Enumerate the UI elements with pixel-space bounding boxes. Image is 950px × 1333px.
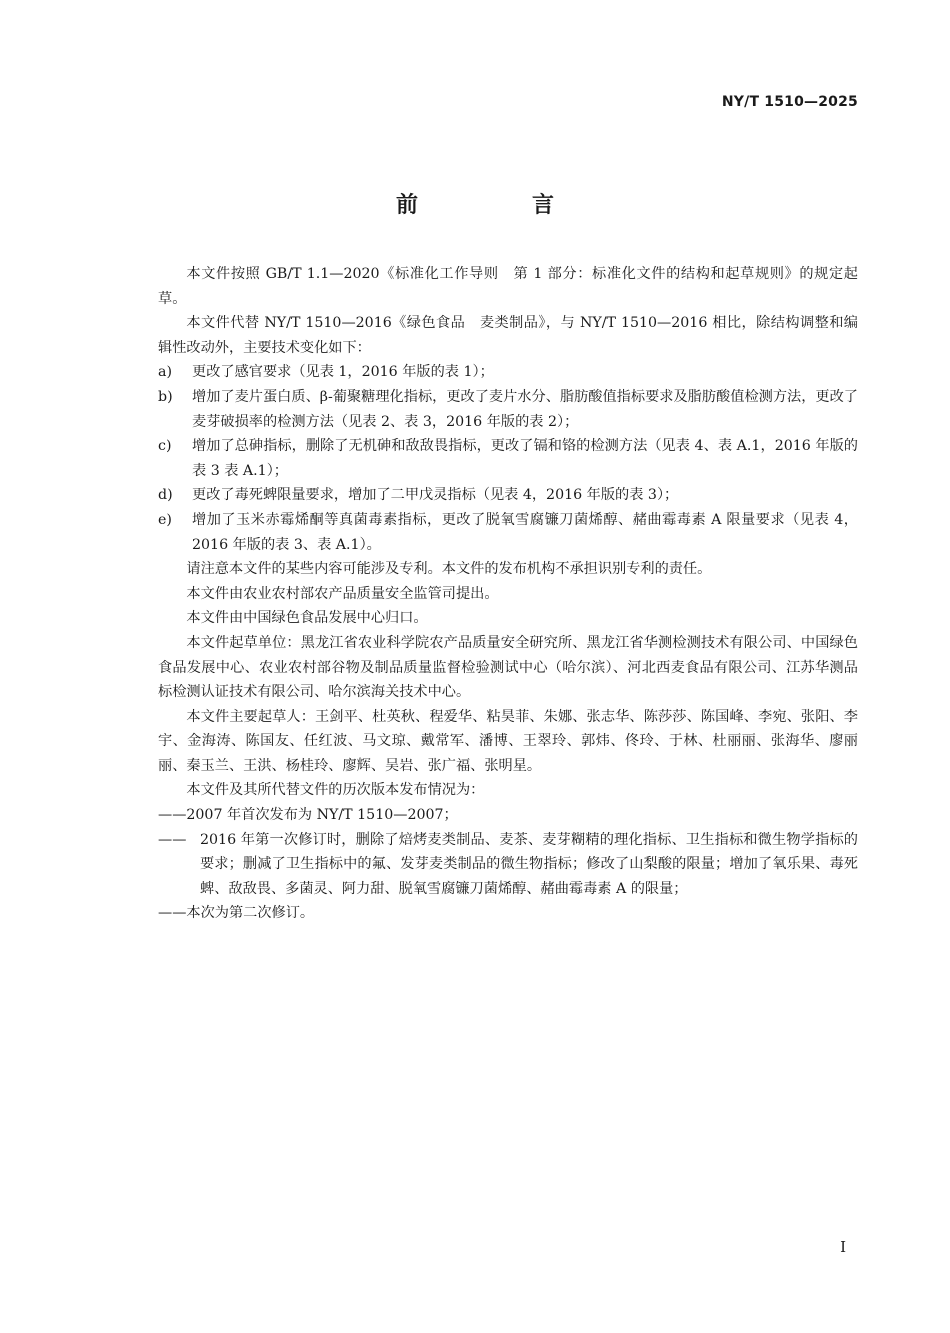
history-dash: ——: [158, 807, 187, 824]
list-item-label: b): [158, 388, 173, 405]
paragraph-history-intro: 本文件及其所代替文件的历次版本发布情况为：: [186, 782, 485, 799]
paragraph-drafting-rules: 本文件按照 GB/T 1.1—2020《标准化工作导则 第 1 部分：标准化文件的结构和起草规则》的规定起草。: [158, 266, 858, 307]
paragraph-replacement: 本文件代替 NY/T 1510—2016《绿色食品 麦类制品》，与 NY/T 1510—2016 相比，除结构调整和编辑性改动外，主要技术变化如下：: [158, 315, 858, 356]
list-item-label: e): [158, 511, 172, 528]
history-item: [158, 803, 858, 828]
history-item: [158, 828, 858, 902]
page-title: 前 言: [395, 193, 600, 218]
document-code: NY/T 1510—2025: [721, 94, 858, 110]
history-text: 本次为第二次修订。: [186, 905, 315, 922]
list-item: [158, 434, 858, 483]
list-item-text: 增加了玉米赤霉烯酮等真菌毒素指标，更改了脱氧雪腐镰刀菌烯醇、赭曲霉毒素 A 限量要求（见表 4，2016 年版的表 3、表 A.1）。: [192, 511, 858, 553]
paragraph-drafting-units: 本文件起草单位：黑龙江省农业科学院农产品质量安全研究所、黑龙江省华测检测技术有限公司、中国绿色食品发展中心、农业农村部谷物及制品质量监督检验测试中心（哈尔滨）、河北西麦食品有限公司、江苏华测品标检测认证技术有限公司、哈尔滨海关技术中心。: [158, 634, 858, 701]
history-item: [158, 901, 858, 926]
list-item-text: 更改了感官要求（见表 1，2016 年版的表 1）；: [192, 364, 494, 381]
paragraph-centralizer: 本文件由中国绿色食品发展中心归口。: [186, 610, 428, 627]
history-item-text: [158, 901, 858, 926]
list-item: [158, 385, 858, 434]
list-item: [158, 360, 858, 385]
paragraph-patent-notice: 请注意本文件的某些内容可能涉及专利。本文件的发布机构不承担识别专利的责任。: [186, 561, 712, 578]
history-item-text: [158, 803, 858, 828]
document-body: [158, 262, 858, 926]
history-dash: ——: [158, 905, 187, 922]
history-text: 2007 年首次发布为 NY/T 1510—2007；: [186, 807, 458, 824]
list-item-text: 增加了总砷指标，删除了无机砷和敌敌畏指标，更改了镉和铬的检测方法（见表 4、表 A.1，2016 年版的表 3 表 A.1）；: [192, 438, 858, 479]
history-dash: ——: [158, 831, 187, 848]
list-item-label: c): [158, 438, 172, 455]
list-item-text: 更改了毒死蜱限量要求，增加了二甲戊灵指标（见表 4，2016 年版的表 3）；: [192, 487, 679, 504]
list-item: [158, 483, 858, 508]
history-item-text: 2016 年第一次修订时，删除了焙烤麦类制品、麦茶、麦芽糊精的理化指标、卫生指标和微生物学指标的要求；删减了卫生指标中的氟、发芽麦类制品的微生物指标；修改了山梨酸的限量；增加了氧乐果、毒死蜱、敌敌畏、多菌灵、阿力甜、脱氧雪腐镰刀菌烯醇、赭曲霉毒素 A 的限量；: [200, 831, 858, 897]
paragraph-proposer: 本文件由农业农村部农产品质量安全监管司提出。: [186, 585, 499, 602]
list-item-text: 增加了麦片蛋白质、β-葡聚糖理化指标，更改了麦片水分、脂肪酸值指标要求及脂肪酸值检测方法，更改了麦芽破损率的检测方法（见表 2、表 3，2016 年版的表 2）；: [192, 388, 858, 430]
list-item-label: a): [158, 364, 172, 381]
list-item-label: d): [158, 487, 173, 504]
page-number: I: [840, 1238, 846, 1256]
paragraph-drafters: 本文件主要起草人：王剑平、杜英秋、程爱华、粘昊菲、朱娜、张志华、陈莎莎、陈国峰、李宛、张阳、李宇、金海涛、陈国友、任红波、马文琼、戴常军、潘博、王翠玲、郭炜、佟玲、于林、杜丽丽、张海华、廖丽丽、秦玉兰、王洪、杨桂玲、廖辉、吴岩、张广福、张明星。: [158, 708, 858, 774]
list-item: [158, 508, 858, 557]
